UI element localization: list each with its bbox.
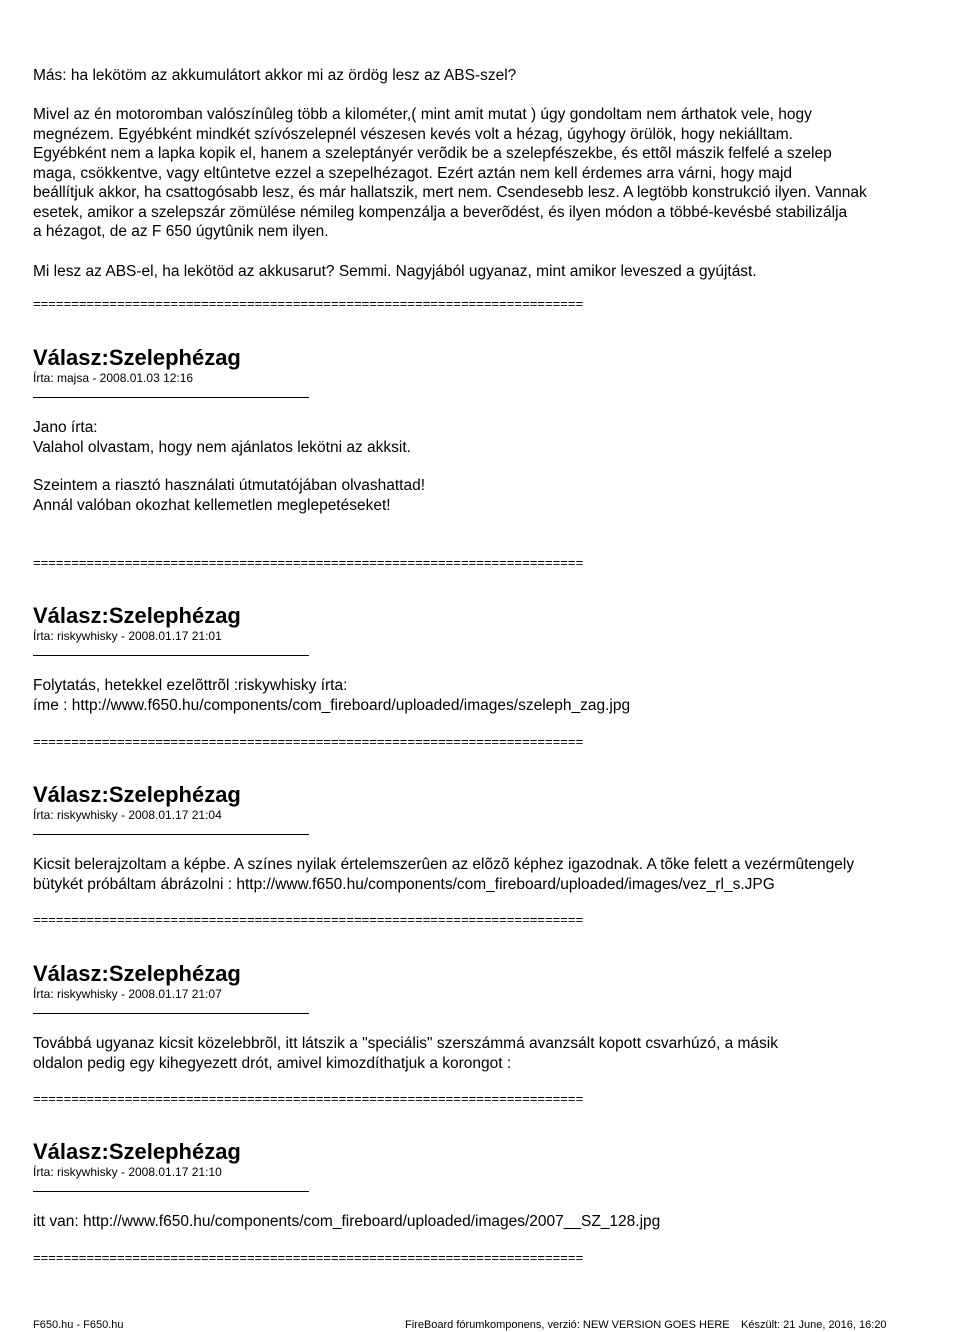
- footer-site: F650.hu - F650.hu: [33, 1319, 124, 1331]
- intro-question: Más: ha lekötöm az akkumulátort akkor mi az ördög lesz az ABS-szel?: [33, 67, 517, 84]
- post: [33, 782, 854, 894]
- text-line: Valahol olvastam, hogy nem ajánlatos lekötni az akksit.: [33, 438, 411, 456]
- text-line: beállítjuk akkor, ha csattogósabb lesz, és már hallatszik, mert nem. Csendesebb lesz. A legtöbb konstrukció ilyen. Vannak: [33, 184, 867, 201]
- post-divider: [33, 655, 309, 656]
- text-line: maga, csökkentve, vagy eltûntetve ezzel a szepelhézagot. Ezért aztán nem kell érdemes arra várni, hogy majd: [33, 164, 793, 182]
- post-meta: Írta: riskywhisky - 2008.01.17 21:10: [33, 1165, 222, 1179]
- post-body: [33, 1212, 660, 1232]
- text-line: bütykét próbáltam ábrázolni : http://www.f650.hu/components/com_fireboard/uploaded/images/vez_rl_s.JPG: [33, 875, 775, 893]
- separator: ========================================================================: [33, 912, 584, 927]
- text-line: Mivel az én motoromban valószínûleg több a kilométer,( mint amit mutat ) úgy gondoltam nem árthatok vele, hogy: [33, 106, 812, 123]
- text-line: itt van: http://www.f650.hu/components/com_fireboard/uploaded/images/2007__SZ_128.jpg: [33, 1213, 661, 1230]
- separator: ========================================================================: [33, 1250, 584, 1265]
- text-line: Egyébként nem a lapka kopik el, hanem a szeleptányér verõdik be a szelepfészekbe, és ettõl mászik felfelé a szelep: [33, 145, 832, 162]
- text-line: Szeintem a riasztó használati útmutatójában olvashattad!: [33, 477, 426, 494]
- text-line: oldalon pedig egy kihegyezett drót, amivel kimozdíthatjuk a korongot :: [33, 1054, 512, 1072]
- text-line: íme : http://www.f650.hu/components/com_fireboard/uploaded/images/szeleph_zag.jpg: [33, 696, 631, 714]
- text-line: Folytatás, hetekkel ezelõttrõl :riskywhisky írta:: [33, 677, 348, 694]
- post-body: [33, 855, 854, 894]
- separator: ========================================================================: [33, 296, 584, 311]
- text-line: Annál valóban okozhat kellemetlen meglepetéseket!: [33, 496, 391, 514]
- post-title: Válasz:Szelephézag: [33, 961, 241, 986]
- post-title: Válasz:Szelephézag: [33, 603, 241, 628]
- footer-generator: FireBoard fórumkomponens, verzió: NEW VERSION GOES HERE: [405, 1319, 730, 1331]
- post-divider: [33, 1013, 309, 1014]
- post-body: [33, 418, 425, 515]
- separator: ========================================================================: [33, 555, 584, 570]
- text-line: Továbbá ugyanaz kicsit közelebbrõl, itt látszik a "speciális" szerszámmá avanzsált kopott csvarhúzó, a másik: [33, 1035, 778, 1052]
- post-title: Válasz:Szelephézag: [33, 782, 241, 807]
- post: [33, 961, 778, 1073]
- post-body: [33, 1034, 778, 1073]
- post-divider: [33, 834, 309, 835]
- text-line: megnézem. Egyébként mindkét szívószelepnél vészesen kevés volt a hézag, úgyhogy örülök, hogy nekiálltam.: [33, 125, 793, 143]
- post-meta: Írta: majsa - 2008.01.03 12:16: [33, 371, 194, 385]
- post: [33, 1139, 660, 1232]
- post-title: Válasz:Szelephézag: [33, 345, 241, 370]
- post-meta: Írta: riskywhisky - 2008.01.17 21:04: [33, 808, 222, 822]
- footer-generated-date: Készült: 21 June, 2016, 16:20: [741, 1319, 887, 1331]
- post-body: [33, 676, 630, 715]
- text-line: esetek, amikor a szelepszár zömülése némileg kompenzálja a beverõdést, és ilyen módon a többé-kevésbé stabilizálja: [33, 203, 848, 221]
- post-divider: [33, 397, 309, 398]
- separator: ========================================================================: [33, 734, 584, 749]
- text-line: a hézagot, de az F 650 úgytûnik nem ilyen.: [33, 223, 329, 240]
- separator: ========================================================================: [33, 1091, 584, 1106]
- blank-line: [33, 457, 425, 476]
- post-divider: [33, 1191, 309, 1192]
- post-meta: Írta: riskywhisky - 2008.01.17 21:01: [33, 629, 222, 643]
- post: [33, 603, 630, 715]
- text-line: Jano írta:: [33, 419, 98, 436]
- intro-paragraph: [33, 105, 867, 242]
- post-meta: Írta: riskywhisky - 2008.01.17 21:07: [33, 987, 222, 1001]
- intro-answer: Mi lesz az ABS-el, ha lekötöd az akkusarut? Semmi. Nagyjából ugyanaz, mint amikor leveszed a gyújtást.: [33, 263, 757, 280]
- text-line: Kicsit belerajzoltam a képbe. A színes nyilak értelemszerûen az elõzõ képhez igazodnak. A tõke felett a vezérmûtengely: [33, 856, 855, 873]
- post-title: Válasz:Szelephézag: [33, 1139, 241, 1164]
- post: [33, 345, 425, 515]
